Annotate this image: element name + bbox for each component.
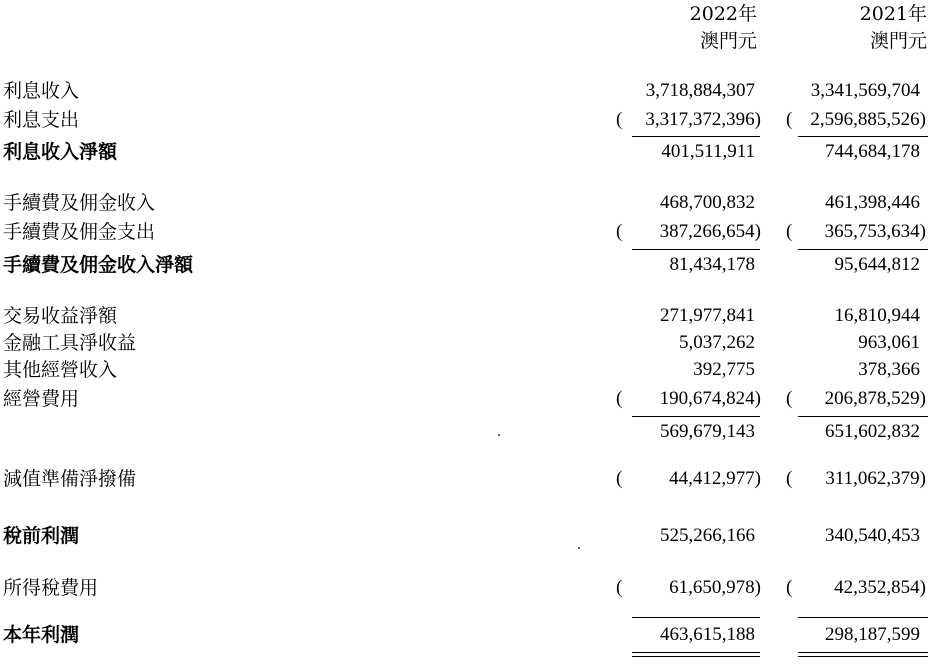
total-double-rule-top [798,652,928,653]
value-2021: ( 42,352,854) [786,577,926,598]
scan-speck [578,547,580,549]
col-header-2022-currency: 澳門元 [699,30,757,52]
row-label: 經營費用 [3,388,80,410]
operating-subtotal-2021: 651,602,832 [825,421,920,442]
value-2022: ( 190,674,824) [616,388,761,409]
value-2021: 963,061 [858,332,920,353]
value-2021: ( 206,878,529) [786,388,926,409]
row-label: 利息支出 [3,109,80,131]
subtotal-rule [632,416,760,417]
total-double-rule-bottom [798,656,928,657]
row-label: 其他經營收入 [3,359,118,381]
row-label: 稅前利潤 [3,525,80,547]
subtotal-rule [632,249,760,250]
value-2021: ( 311,062,379) [786,468,926,489]
value-2022: 5,037,262 [679,332,755,353]
row-label: 手續費及佣金收入 [3,192,156,214]
row-label: 所得稅費用 [3,577,99,599]
value-2022: 392,775 [693,359,755,380]
value-2021: ( 365,753,634) [786,221,926,242]
value-2021: 298,187,599 [825,624,920,645]
col-header-2021-year: 2021年 [859,3,927,25]
row-label: 減值準備淨撥備 [3,468,137,490]
subtotal-rule [632,136,760,137]
total-double-rule-bottom [632,656,760,657]
subtotal-rule [798,416,928,417]
subtotal-rule [798,249,928,250]
row-label: 手續費及佣金支出 [3,221,156,243]
value-2022: 3,718,884,307 [645,80,755,101]
value-2022: 468,700,832 [660,192,755,213]
value-2021: ( 2,596,885,526) [786,109,926,130]
value-2022: 525,266,166 [660,525,755,546]
value-2021: 378,366 [858,359,920,380]
value-2022: ( 44,412,977) [616,468,761,489]
value-2021: 3,341,569,704 [810,80,920,101]
scan-speck [498,434,500,436]
operating-subtotal-2022: 569,679,143 [660,421,755,442]
col-header-2021-currency: 澳門元 [869,30,927,52]
value-2022: ( 61,650,978) [616,577,761,598]
value-2021: 461,398,446 [825,192,920,213]
row-label: 本年利潤 [3,624,80,646]
row-label: 利息收入淨額 [3,141,118,163]
total-double-rule-top [632,652,760,653]
value-2022: 271,977,841 [660,305,755,326]
value-2022: 463,615,188 [660,624,755,645]
value-2022: ( 387,266,654) [616,221,761,242]
row-label: 利息收入 [3,80,80,102]
subtotal-rule [798,617,928,618]
subtotal-rule [632,617,760,618]
row-label: 手續費及佣金收入淨額 [3,254,194,276]
col-header-2022-year: 2022年 [689,3,757,25]
subtotal-rule [798,136,928,137]
value-2022: 81,434,178 [669,254,755,275]
value-2021: 16,810,944 [834,305,920,326]
value-2021: 95,644,812 [834,254,920,275]
row-label: 交易收益淨額 [3,305,118,327]
value-2022: 401,511,911 [661,141,755,162]
value-2021: 340,540,453 [825,525,920,546]
value-2021: 744,684,178 [825,141,920,162]
value-2022: ( 3,317,372,396) [616,109,761,130]
row-label: 金融工具淨收益 [3,332,137,354]
